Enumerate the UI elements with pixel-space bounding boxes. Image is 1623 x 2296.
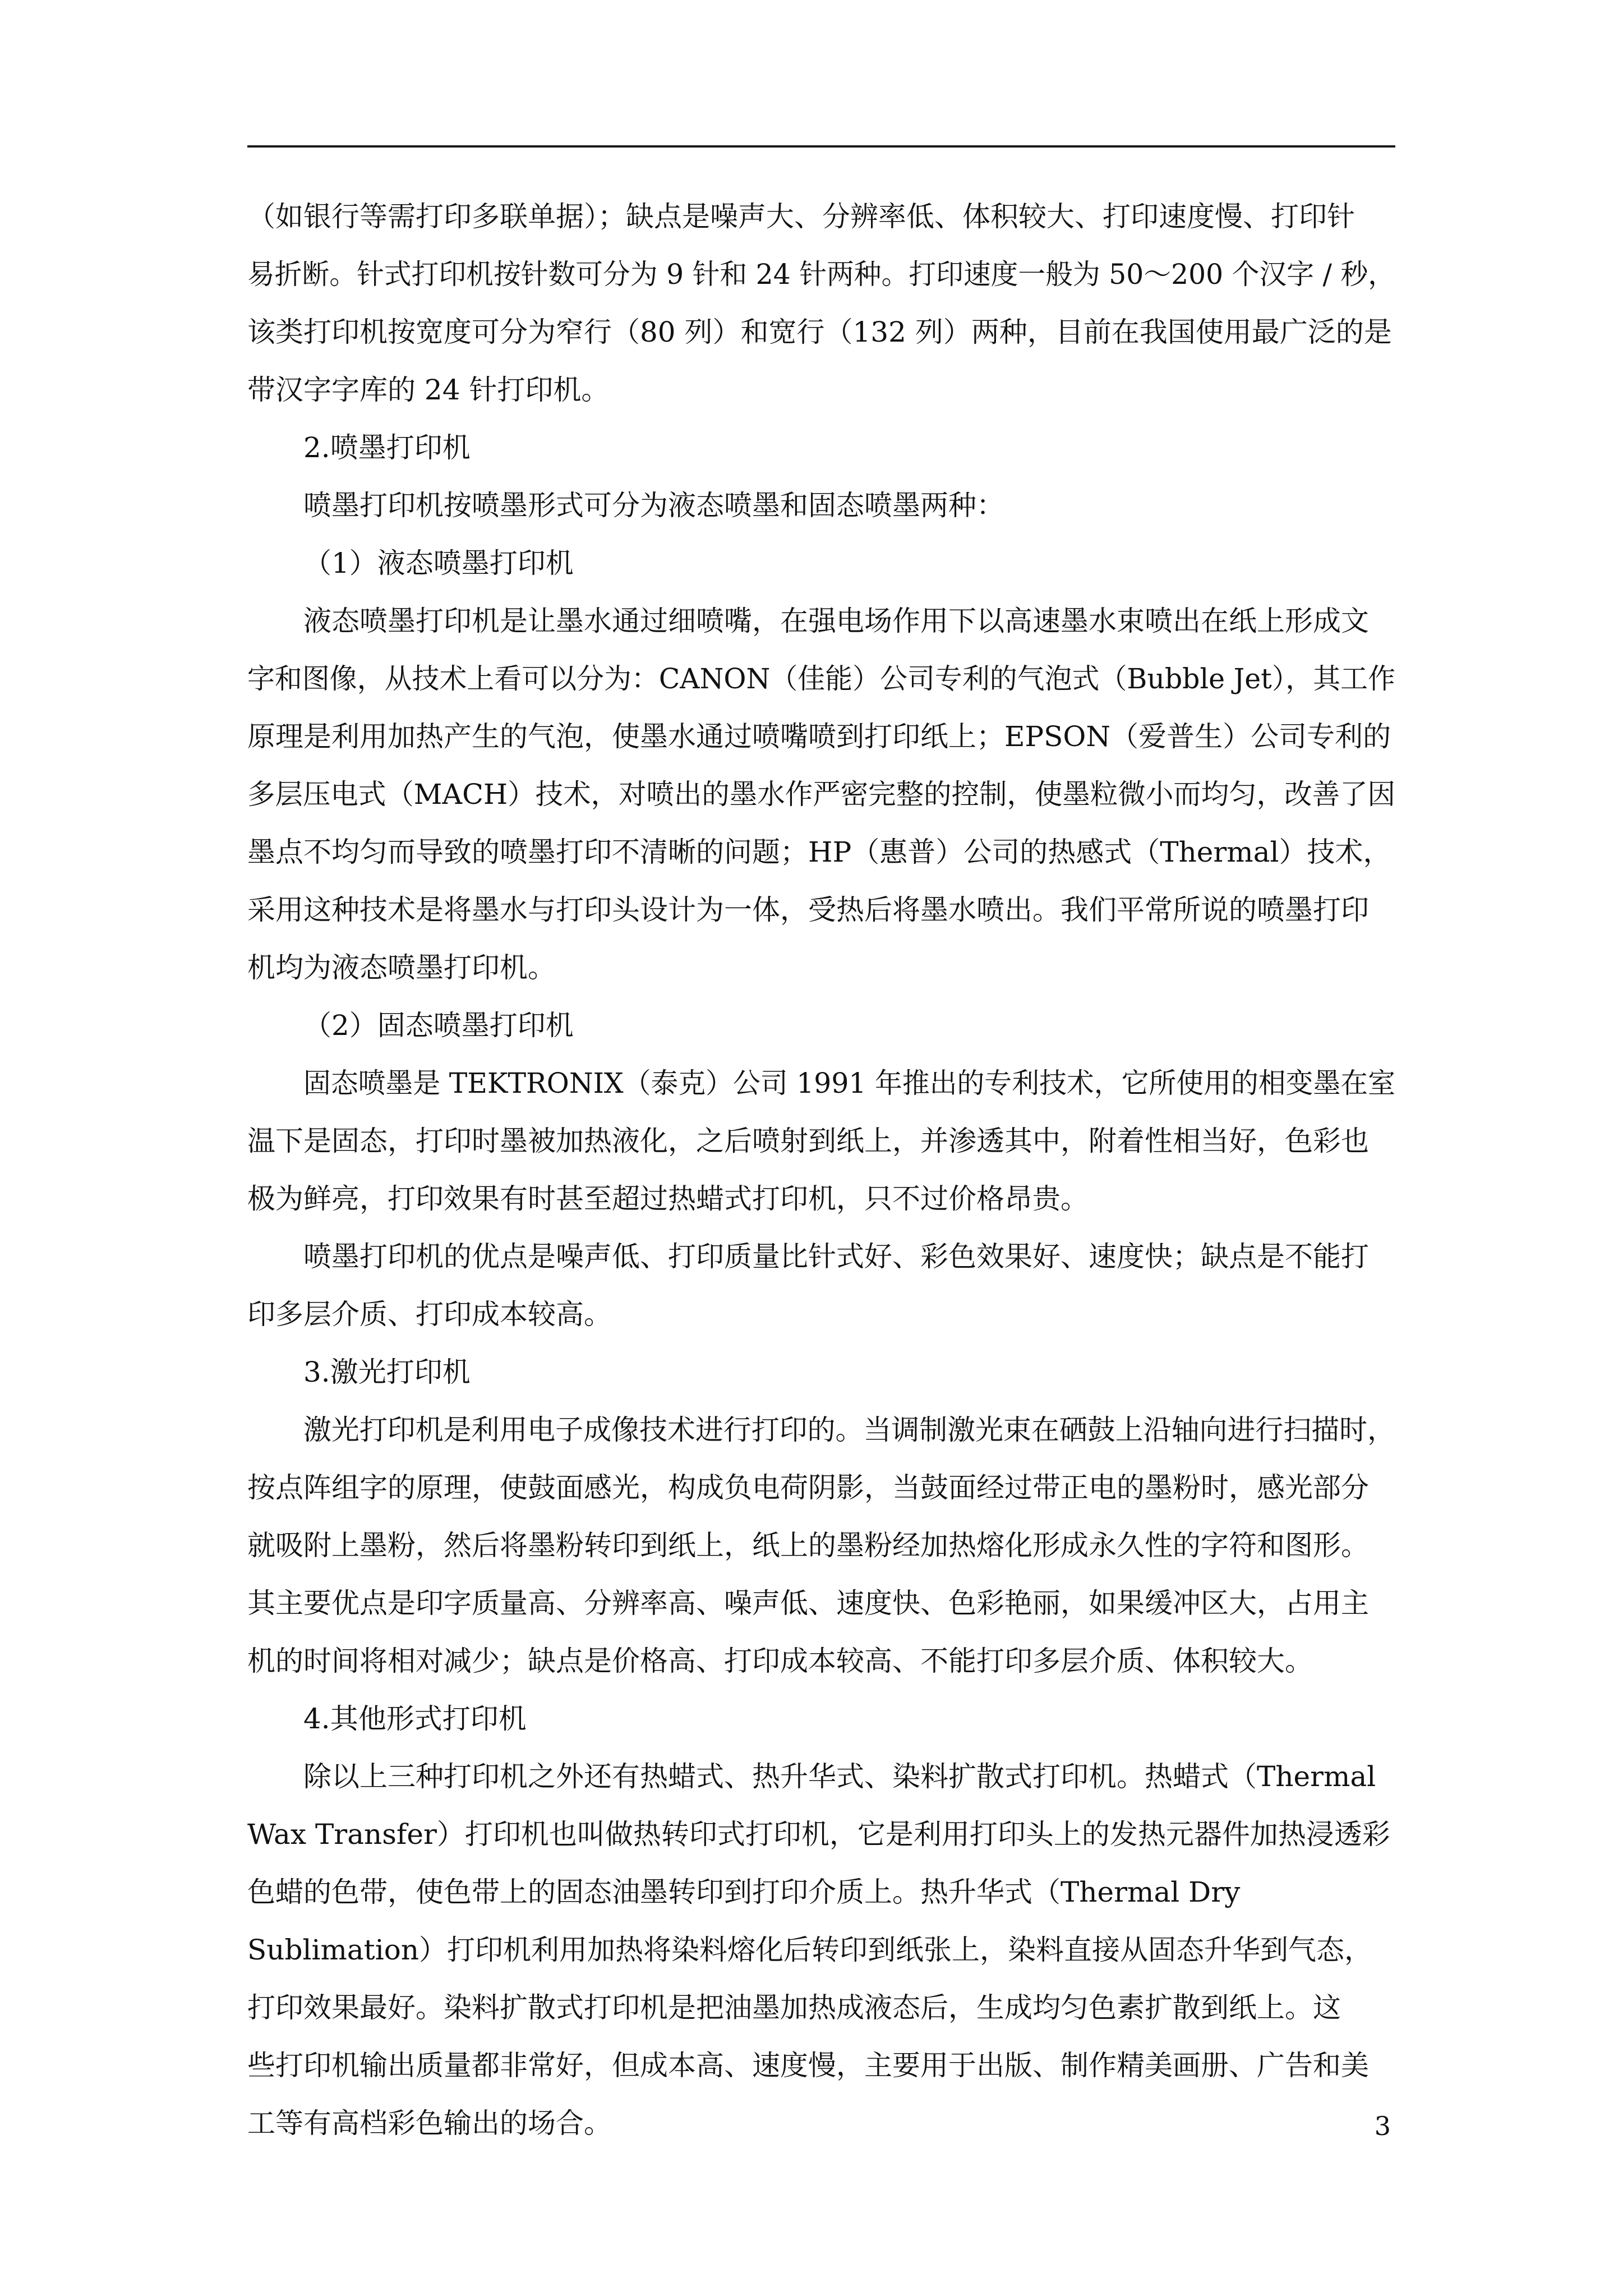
text-line: 其主要优点是印字质量高、分辨率高、噪声低、速度快、色彩艳丽，如果缓冲区大，占用主	[247, 1587, 1369, 1619]
text-line: 印多层介质、打印成本较高。	[247, 1298, 612, 1331]
text-line: 色蜡的色带，使色带上的固态油墨转印到打印介质上。热升华式（Thermal Dry	[247, 1876, 1241, 1908]
page-body	[247, 188, 1395, 2152]
text-line: 按点阵组字的原理，使鼓面感光，构成负电荷阴影，当鼓面经过带正电的墨粉时，感光部分	[247, 1471, 1369, 1504]
text-line: 固态喷墨是 TEKTRONIX（泰克）公司 1991 年推出的专利技术，它所使用的相变墨在室	[303, 1067, 1395, 1099]
page-number: 3	[1374, 2111, 1391, 2141]
text-line: 字和图像，从技术上看可以分为：CANON（佳能）公司专利的气泡式（Bubble Jet），其工作	[247, 662, 1395, 695]
text-line: 4.其他形式打印机	[303, 1703, 527, 1735]
text-line: 2.喷墨打印机	[303, 431, 471, 464]
text-line: 带汉字字库的 24 针打印机。	[247, 374, 610, 406]
text-line: 激光打印机是利用电子成像技术进行打印的。当调制激光束在硒鼓上沿轴向进行扫描时，	[303, 1414, 1395, 1446]
text-line: 墨点不均匀而导致的喷墨打印不清晰的问题；HP（惠普）公司的热感式（Thermal）技术，	[247, 836, 1391, 868]
text-line: 该类打印机按宽度可分为窄行（80 列）和宽行（132 列）两种，目前在我国使用最广泛的是	[247, 316, 1392, 348]
text-line: 多层压电式（MACH）技术，对喷出的墨水作严密完整的控制，使墨粒微小而均匀，改善了因	[247, 778, 1395, 811]
text-line: （如银行等需打印多联单据）；缺点是噪声大、分辨率低、体积较大、打印速度慢、打印针	[247, 200, 1355, 233]
text-line: 工等有高档彩色输出的场合。	[247, 2107, 612, 2139]
text-line: 采用这种技术是将墨水与打印头设计为一体，受热后将墨水喷出。我们平常所说的喷墨打印	[247, 894, 1369, 926]
text-line: 温下是固态，打印时墨被加热液化，之后喷射到纸上，并渗透其中，附着性相当好，色彩也	[247, 1125, 1369, 1157]
text-line: Sublimation）打印机利用加热将染料熔化后转印到纸张上，染料直接从固态升华到气态，	[247, 1934, 1373, 1966]
text-line: Wax Transfer）打印机也叫做热转印式打印机，它是利用打印头上的发热元器件加热浸透彩	[247, 1818, 1390, 1851]
text-line: 原理是利用加热产生的气泡，使墨水通过喷嘴喷到打印纸上；EPSON（爱普生）公司专利的	[247, 720, 1391, 753]
text-line: （1）液态喷墨打印机	[303, 547, 574, 579]
text-line: 除以上三种打印机之外还有热蜡式、热升华式、染料扩散式打印机。热蜡式（Thermal	[303, 1760, 1376, 1793]
text-line: 机的时间将相对减少；缺点是价格高、打印成本较高、不能打印多层介质、体积较大。	[247, 1645, 1313, 1677]
text-line: 易折断。针式打印机按针数可分为 9 针和 24 针两种。打印速度一般为 50～200 个汉字 / 秒，	[247, 258, 1395, 291]
text-line: 就吸附上墨粉，然后将墨粉转印到纸上，纸上的墨粉经加热熔化形成永久性的字符和图形。	[247, 1529, 1369, 1562]
text-line: 些打印机输出质量都非常好，但成本高、速度慢，主要用于出版、制作精美画册、广告和美	[247, 2049, 1369, 2082]
text-line: 打印效果最好。染料扩散式打印机是把油墨加热成液态后，生成均匀色素扩散到纸上。这	[247, 1991, 1341, 2024]
text-line: 液态喷墨打印机是让墨水通过细喷嘴，在强电场作用下以高速墨水束喷出在纸上形成文	[303, 605, 1369, 637]
text-line: 3.激光打印机	[303, 1356, 471, 1388]
text-line: 喷墨打印机的优点是噪声低、打印质量比针式好、彩色效果好、速度快；缺点是不能打	[303, 1240, 1369, 1273]
text-line: 极为鲜亮，打印效果有时甚至超过热蜡式打印机，只不过价格昂贵。	[247, 1182, 1089, 1215]
header-rule	[247, 145, 1395, 148]
text-line: （2）固态喷墨打印机	[303, 1009, 574, 1042]
text-line: 喷墨打印机按喷墨形式可分为液态喷墨和固态喷墨两种：	[303, 489, 1004, 522]
text-line: 机均为液态喷墨打印机。	[247, 951, 556, 984]
